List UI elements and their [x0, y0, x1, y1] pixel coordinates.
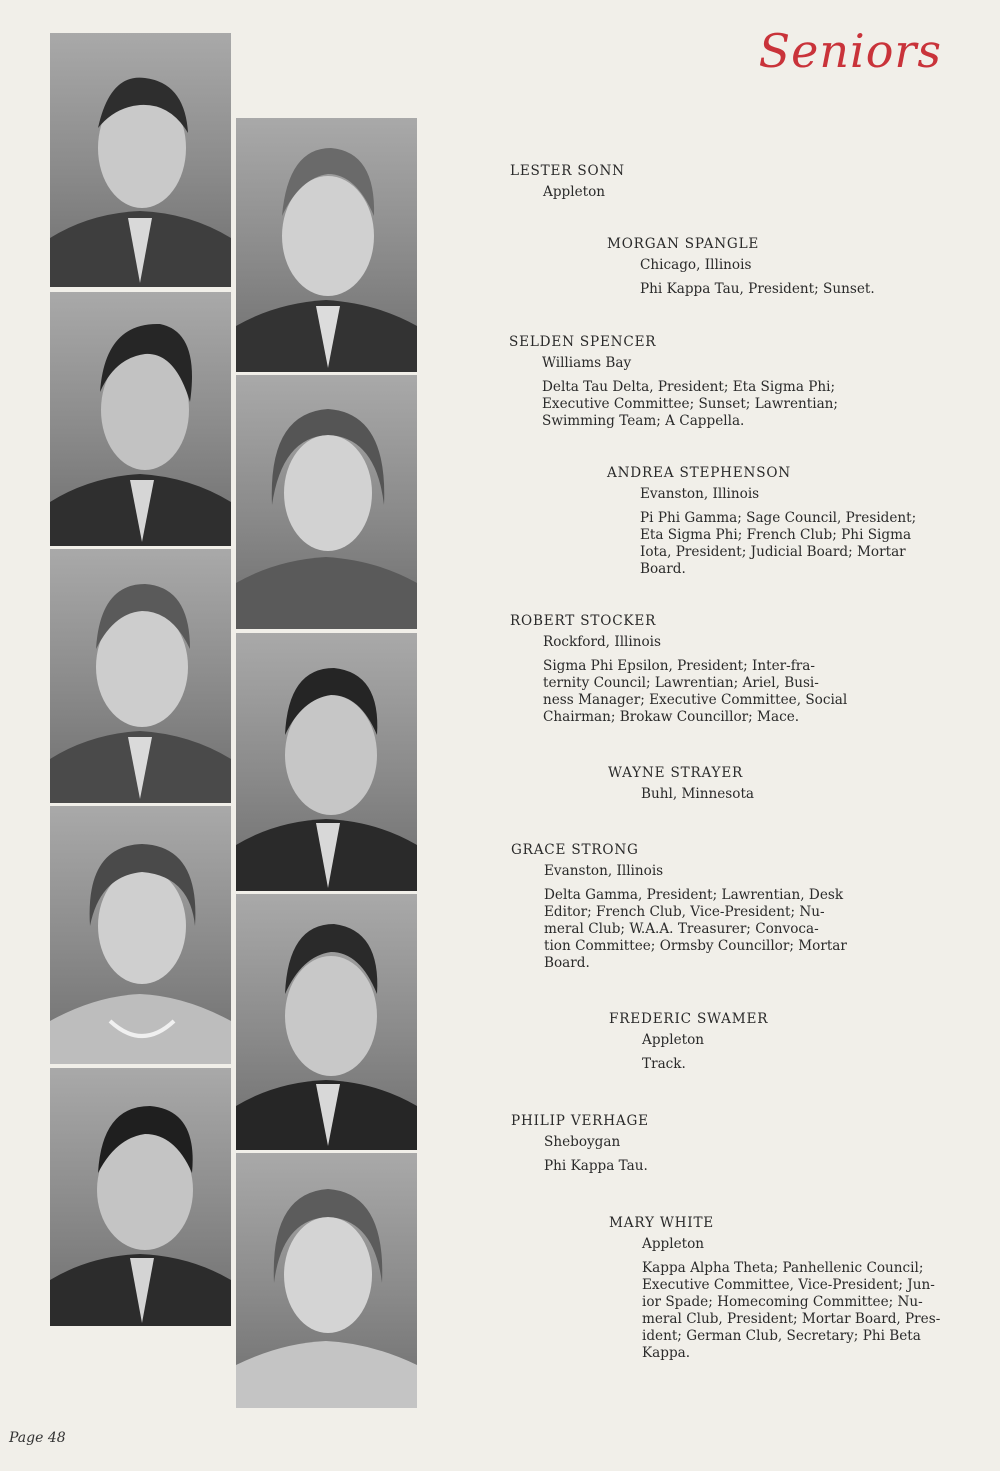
senior-hometown: Appleton — [642, 1032, 705, 1048]
activity-line: ior Spade; Homecoming Committee; Nu- — [642, 1294, 923, 1310]
senior-hometown: Chicago, Illinois — [640, 257, 752, 273]
senior-entry — [509, 334, 871, 430]
senior-activities — [607, 510, 955, 578]
senior-name: WAYNE STRAYER — [608, 765, 744, 781]
activity-line: Phi Kappa Tau, President; Sunset. — [640, 281, 875, 297]
senior-hometown: Sheboygan — [544, 1134, 621, 1150]
senior-name: FREDERIC SWAMER — [609, 1011, 769, 1027]
activity-line: Pi Phi Gamma; Sage Council, President; — [640, 510, 917, 526]
activity-line: Delta Gamma, President; Lawrentian, Desk — [544, 887, 844, 903]
senior-hometown: Buhl, Minnesota — [641, 786, 755, 802]
activity-line: tion Committee; Ormsby Councillor; Mortar — [544, 938, 847, 954]
senior-name: MORGAN SPANGLE — [607, 236, 760, 252]
activity-line: Phi Kappa Tau. — [544, 1158, 648, 1174]
senior-entry — [510, 163, 870, 201]
portrait-photo-stocker — [50, 549, 231, 803]
senior-activities — [511, 887, 858, 972]
activity-line: ternity Council; Lawrentian; Ariel, Busi- — [543, 675, 819, 691]
senior-hometown: Williams Bay — [542, 355, 632, 371]
senior-entry — [609, 1215, 957, 1362]
senior-name: GRACE STRONG — [511, 842, 639, 858]
activity-line: Executive Committee; Sunset; Lawrentian; — [542, 396, 839, 412]
senior-hometown: Appleton — [543, 184, 606, 200]
activity-line: Board. — [640, 561, 686, 577]
senior-hometown: Appleton — [642, 1236, 705, 1252]
portrait-photo-sonn — [50, 33, 231, 287]
activity-line: Iota, President; Judicial Board; Mortar — [640, 544, 906, 560]
activity-line: ident; German Club, Secretary; Phi Beta — [642, 1328, 921, 1344]
senior-entry — [511, 1113, 858, 1175]
senior-hometown: Rockford, Illinois — [543, 634, 662, 650]
senior-entry — [511, 842, 858, 972]
portrait-photo-white — [236, 1153, 417, 1408]
senior-activities — [510, 658, 858, 726]
senior-activities — [607, 281, 967, 298]
portrait-photo-stephenson — [236, 375, 417, 629]
senior-name: SELDEN SPENCER — [509, 334, 657, 350]
activity-line: Executive Committee, Vice-President; Jun- — [642, 1277, 935, 1293]
senior-name: PHILIP VERHAGE — [511, 1113, 649, 1129]
senior-hometown: Evanston, Illinois — [640, 486, 760, 502]
activity-line: Swimming Team; A Cappella. — [542, 413, 745, 429]
senior-activities — [609, 1260, 957, 1362]
activity-line: Board. — [544, 955, 590, 971]
senior-activities — [509, 379, 871, 430]
page-number: Page 48 — [9, 1430, 66, 1446]
senior-entry — [510, 613, 858, 726]
senior-activities — [511, 1158, 858, 1175]
senior-entry — [608, 765, 956, 803]
senior-entry — [607, 236, 967, 298]
portrait-photo-strong — [50, 806, 231, 1064]
senior-entry — [609, 1011, 957, 1073]
portrait-photo-spangle — [236, 118, 417, 372]
portrait-photo-verhage — [50, 1068, 231, 1326]
activity-line: meral Club, President; Mortar Board, Pres- — [642, 1311, 941, 1327]
activity-line: Sigma Phi Epsilon, President; Inter-fra- — [543, 658, 815, 674]
activity-line: meral Club; W.A.A. Treasurer; Convoca- — [544, 921, 819, 937]
senior-name: ANDREA STEPHENSON — [607, 465, 791, 481]
senior-hometown: Evanston, Illinois — [544, 863, 664, 879]
activity-line: Kappa. — [642, 1345, 691, 1361]
activity-line: Chairman; Brokaw Councillor; Mace. — [543, 709, 800, 725]
senior-name: LESTER SONN — [510, 163, 625, 179]
portrait-photo-strayer — [236, 633, 417, 891]
portrait-photo-swamer — [236, 894, 417, 1150]
senior-name: MARY WHITE — [609, 1215, 715, 1231]
portrait-photo-spencer — [50, 292, 231, 546]
activity-line: Track. — [642, 1056, 686, 1072]
activity-line: Delta Tau Delta, President; Eta Sigma Phi; — [542, 379, 836, 395]
section-title: Seniors — [758, 24, 942, 78]
senior-activities — [609, 1056, 957, 1073]
senior-entry — [607, 465, 955, 578]
activity-line: Eta Sigma Phi; French Club; Phi Sigma — [640, 527, 912, 543]
activity-line: Editor; French Club, Vice-President; Nu- — [544, 904, 825, 920]
senior-name: ROBERT STOCKER — [510, 613, 657, 629]
activity-line: ness Manager; Executive Committee, Social — [543, 692, 848, 708]
activity-line: Kappa Alpha Theta; Panhellenic Council; — [642, 1260, 924, 1276]
